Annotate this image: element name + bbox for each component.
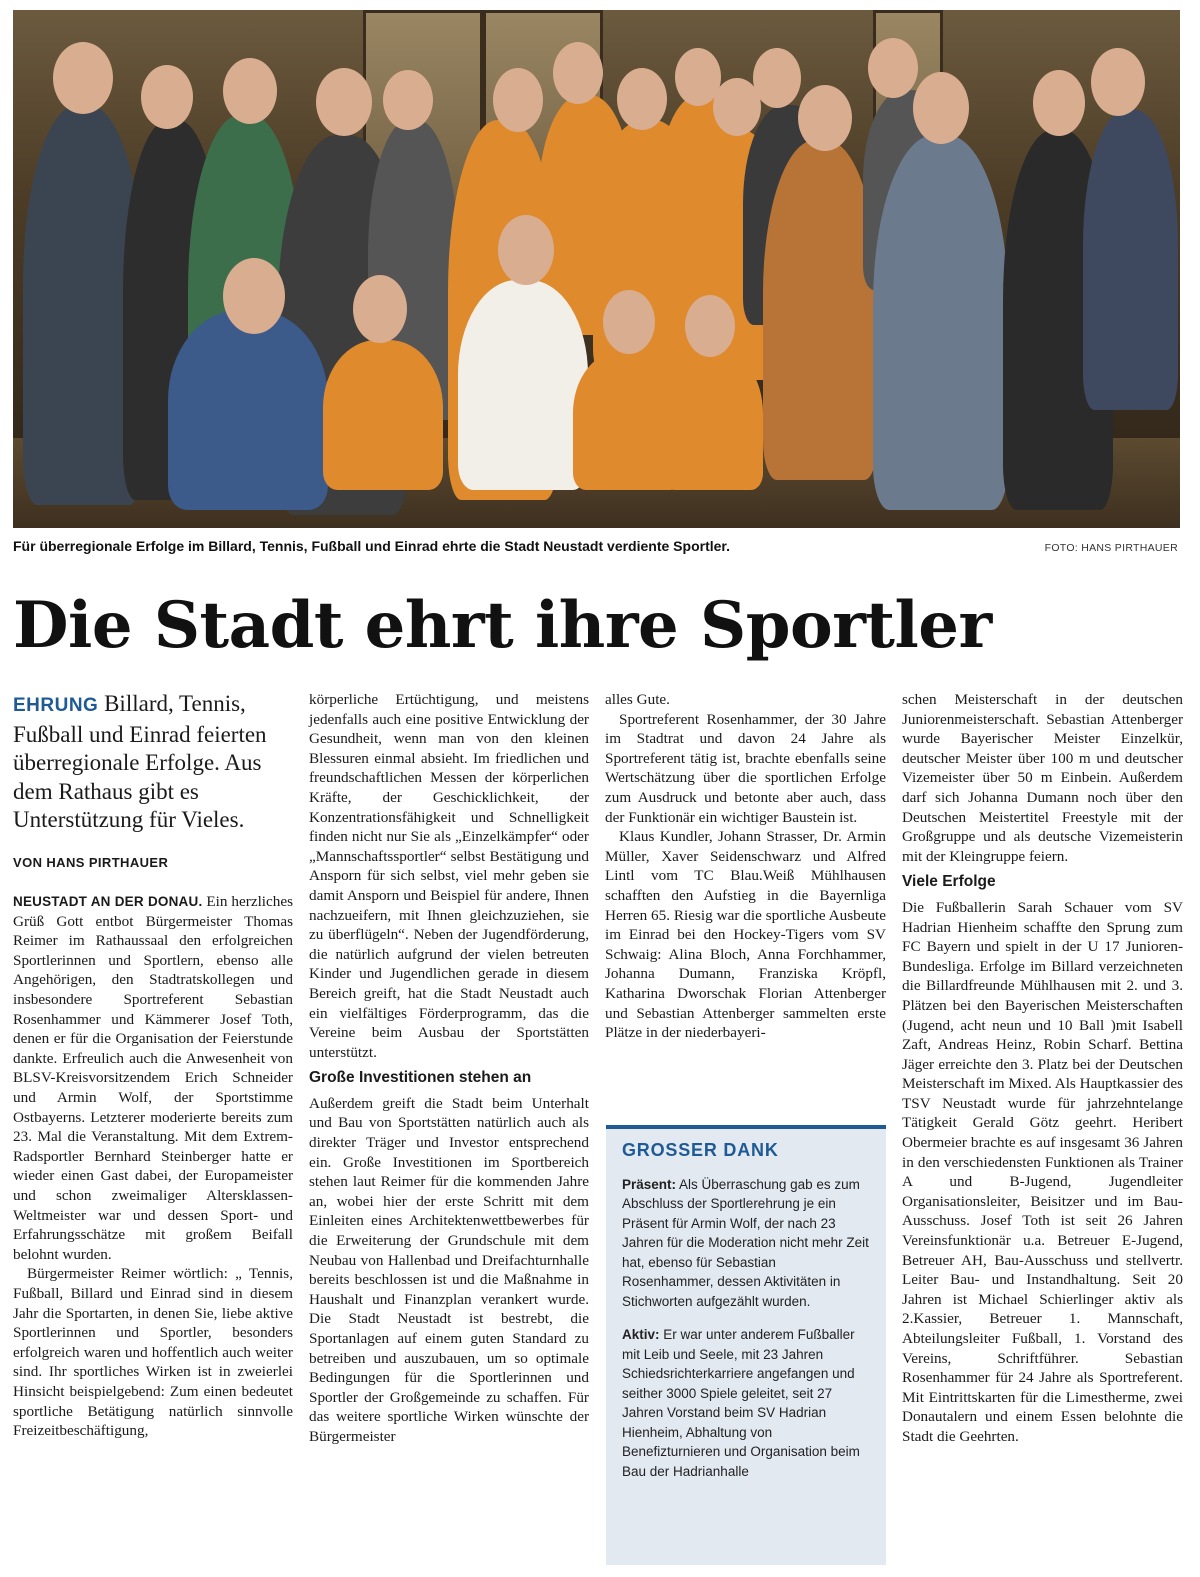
person xyxy=(873,135,1008,510)
person-head xyxy=(553,42,603,104)
person-head xyxy=(223,58,277,124)
person-head xyxy=(316,68,372,136)
teaser xyxy=(13,690,293,835)
article-paragraph: schen Meisterschaft in der deutschen Juniorenmeisterschaft. Sebastian Attenberger wurde Bayerischer Meister Einzelkür, deutscher Meister über 100 m und deutscher Vizemeister über 50 m Einbein. Außerdem darf sich Johanna Dumann noch über den Deutschen Meistertitel Freestyle mit der Großgruppe und als deutsche Vizemeisterin mit der Kleingruppe feiern. xyxy=(902,691,1183,865)
article-paragraph: Bürgermeister Reimer wörtlich: „ Tennis, Fußball, Billard und Einrad sind in diesem Jahr die Sportarten, in denen Sie, liebe aktive Sportlerinnen und Sportler, besonders erfolgreich waren und hoffentlich auch weiter sind. Ihr sportliches Wirken ist in zweierlei Hinsicht beispielgebend: Zum einen bedeutet sportliche Betätigung natürlich sinnvolle Freizeitbeschäftigung, xyxy=(13,1265,293,1440)
person-head xyxy=(617,68,667,130)
person-head xyxy=(383,70,433,130)
person-head xyxy=(753,48,801,108)
person xyxy=(168,310,328,510)
person-head xyxy=(603,290,655,354)
info-box-lead: Präsent: xyxy=(622,1176,677,1192)
article-paragraph: körperliche Ertüchtigung, und meistens jedenfalls auch eine positive Entwicklung der Gesundheit, wenn man von den kleinen Blessuren einmal absieht. Im friedlichen und freundschaftlichen Messen der körperlichen Kräfte, der Geschicklichkeit, der Konzentrationsfähigkeit und Schnelligkeit finden nicht nur Sie als „Einzelkämpfer“ oder „Mannschaftssportler“ selbst Bestätigung und Ansporn für sich selbst, viel mehr geben sie damit Ansporn und Beispiel für andere, Ihnen nachzueifern, mit Ihnen gleichzuziehen, sie zu überflügeln“. Neben der Jugendförderung, die natürlich aufgrund der vielen betreuten Kinder und Jugendlichen gerade in diesem Bereich greift, hat die Stadt Neustadt auch ein vielfältiges Förderprogramm, das die Vereine beim Ausbau der Sportstätten unterstützt. xyxy=(309,691,589,1061)
person-head xyxy=(141,65,193,129)
article-paragraph: Sportreferent Rosenhammer, der 30 Jahre im Stadtrat und davon 24 Jahre als Sportreferent tätig ist, brachte ebenfalls seine Wertschätzung über die sportlichen Erfolge zum Ausdruck und betonte aber auch, dass der Funktionär ein wichtiger Baustein ist. xyxy=(605,710,886,826)
headline: Die Stadt ehrt ihre Sportler xyxy=(13,588,992,663)
person-head xyxy=(798,85,852,151)
person xyxy=(323,340,443,490)
info-box xyxy=(606,1125,886,1565)
article-column-1 xyxy=(13,690,293,1441)
info-box-text: Als Überraschung gab es zum Abschluss der Sportlerehrung je ein Präsent für Armin Wolf, der nach 23 Jahren für die Moderation nicht mehr Zeit hat, ebenso für Sebastian Rosenhammer, dessen Aktivitäten in Stichworten aufgezählt wurden. xyxy=(622,1176,869,1309)
info-box-lead: Aktiv: xyxy=(622,1327,660,1342)
dateline: NEUSTADT AN DER DONAU. xyxy=(13,894,203,910)
article-column-3 xyxy=(605,690,886,1043)
article-column-2 xyxy=(309,690,589,1447)
kicker: EHRUNG xyxy=(13,695,99,716)
info-box-text: Er war unter anderem Fußballer mit Leib und Seele, mit 23 Jahren Schiedsrichterkarriere angefangen und seither 3000 Spiele geleitet, seit 27 Jahren Vorstand beim SV Hadrian Hienheim, Abhaltung von Benefizturnieren und Organisation beim Bau der Hadrianhalle xyxy=(622,1327,860,1479)
subheading: Große Investitionen stehen an xyxy=(309,1069,532,1087)
byline: VON HANS PIRTHAUER xyxy=(13,854,169,870)
person-head xyxy=(498,215,554,285)
person-head xyxy=(223,258,285,334)
person xyxy=(763,140,878,480)
article-paragraph: Die Fußballerin Sarah Schauer vom SV Hadrian Hienheim schaffte den Sprung zum FC Bayern und spielt in der U 17 Junioren-Bundesliga. Erfolge im Billard verzeichneten die Billardfreunde Mühlhausen mit 2. und 3. Plätzen bei den Bayerischen Meisterschaften (Jugend, acht neun und 10 Ball )mit Isabell Zaft, Andreas Heinz, Robin Scharf. Bettina Jäger erreichte den 3. Platz bei der Deutschen Meisterschaft im Mixed. Als Hauptkassier des TSV Neustadt wurde für jahrzehntelange Tätigkeit Gerald Götz geehrt. Heribert Obermeier brachte es auf insgesamt 36 Jahren in den verschiedensten Funktionen als Trainer A und B-Jugend, Jugendleiter Organisationsleiter, Beisitzer und im Bau-Ausschuss. Josef Toth ist seit 26 Jahren Vereinsfunktionär u.a. Betreuer E-Jugend, Betreuer AH, Bau-Ausschuss und stellvertr. Leiter Bau- und Instandhaltung. Seit 20 Jahren ist Michael Schierlinger aktiv als 2.Kassier, Betreuer 1. Mannschaft, Abteilungsleiter Fußball, 1. Vorstand des Vereins, Schriftführer. Sebastian Rosenhammer für 24 Jahre als Sportreferent. Mit Eintrittskarten für die Limestherme, zwei Donautalern und einem Essen belohnte die Stadt die Geehrten. xyxy=(902,898,1183,1445)
info-box-title: GROSSER DANK xyxy=(622,1140,779,1160)
group-photo xyxy=(13,10,1180,528)
person-head xyxy=(868,38,918,98)
photo-caption: Für überregionale Erfolge im Billard, Tennis, Fußball und Einrad ehrte die Stadt Neustadt verdiente Sportler. xyxy=(13,538,730,554)
info-box-paragraph xyxy=(622,1325,870,1481)
article-paragraph: Klaus Kundler, Johann Strasser, Dr. Armin Müller, Xaver Seidenschwarz und Alfred Lintl vom TC Blau.Weiß Mühlhausen schafften den Aufstieg in die Bayernliga Herren 65. Riesig war die sportliche Ausbeute im Einrad bei den Hockey-Tigers vom SV Schwaig: Alina Bloch, Anna Forchhammer, Johanna Dumann, Franziska Kröpfl, Katharina Dworschak Florian Attenberger und Sebastian Attenberger sammelten erste Plätze in der niederbayeri- xyxy=(605,828,886,1042)
article-paragraph: alles Gute. xyxy=(605,691,670,708)
paragraph-text: Ein herzliches Grüß Gott entbot Bürgermeister Thomas Reimer im Rathaussaal den erfolgreichen Sportlerinnen und Sportlern, ebenso alle Angehörigen, den Stadtratskollegen und insbesondere Sportreferent Sebastian Rosenhammer und Kämmerer Josef Toth, denen er für die Organisation der Feierstunde dankte. Erfreulich auch die Anwesenheit von BLSV-Kreisvorsitzendem Erich Schneider und Armin Wolf, der Sportstimme Ostbayerns. Letzterer moderierte bereits zum 23. Mal die Veranstaltung. Mit dem Extrem-Radsportler Bernhard Steinberger hatte er wieder einen Gast dabei, der Europameister und schon zweimaliger Altersklassen-Weltmeister war und dessen Sport- und Erfahrungsschätze mit großem Beifall belohnt wurden. xyxy=(13,893,293,1263)
article-paragraph: Außerdem greift die Stadt beim Unterhalt und Bau von Sportstätten natürlich auch als direkter Träger und Investor entsprechend ein. Große Investitionen im Sportbereich stehen laut Reimer für die kommenden Jahre an, wobei hier der erste Schritt mit dem Einleiten eines Architektenwettbewerbes für die Erweiterung der Grundschule mit dem Neubau von Hallenbad und Dreifachturnhalle bereits beschlossen ist und die Maßnahme in Haushalt und Finanzplan verankert wurde. Die Stadt Neustadt ist bestrebt, die Sportanlagen auf einem guten Standard zu betreiben und auszubauen, um so optimale Bedingungen für die Sportlerinnen und Sportler der Großgemeinde zu schaffen. Für das weitere sportliche Wirken wünschte der Bürgermeister xyxy=(309,1094,589,1445)
article-paragraph xyxy=(13,892,293,1264)
person xyxy=(458,280,588,490)
photo-credit: FOTO: HANS PIRTHAUER xyxy=(1044,542,1178,554)
person-head xyxy=(493,68,543,132)
person-head xyxy=(1091,48,1145,116)
person-head xyxy=(353,275,407,343)
person-head xyxy=(53,42,113,114)
person xyxy=(663,350,763,490)
subheading: Viele Erfolge xyxy=(902,873,996,891)
info-box-paragraph xyxy=(622,1175,870,1312)
person xyxy=(1083,110,1178,410)
teaser-text: Billard, Tennis, Fußball und Einrad feierten überregionale Erfolge. Aus dem Rathaus gibt es Unterstützung für Vieles. xyxy=(13,691,267,832)
article-column-4 xyxy=(902,690,1183,1447)
person-head xyxy=(913,72,969,144)
person-head xyxy=(1033,70,1085,136)
person-head xyxy=(685,295,735,357)
